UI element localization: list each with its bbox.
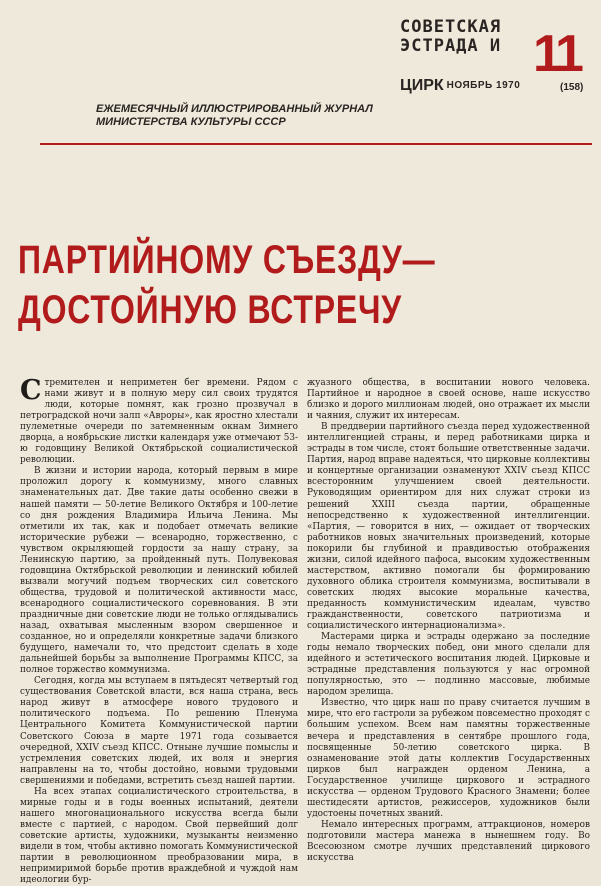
title-line-1: СОВЕТСКАЯ [400, 17, 502, 37]
article-paragraph: В преддверии партийного съезда перед художественной интеллигенцией страны, и перед работниками цирка и эстрады в том числе, стоят большие ответственные задачи. Партия, народ вправе надеяться, что цирковые коллективы и концертные организации ознаменуют XXIV съезд КПСС всесторонним улучшением своей деятельности. Руководящим ориентиром для них служат строки из решений XXIII съезда партии, обращенные непосредственно к художественной интеллигенции. «Партия, — говорится в них, — ожидает от творческих работников новых значительных произведений, которые покорили бы глубиной и правдивостью отображения жизни, силой идейного пафоса, высоким художественным мастерством, активно помогали бы формированию духовного облика строителя коммунизма, воспитывали в советских людях высокие моральные качества, преданность коммунистическим идеалам, чувство гражданственности, советского патриотизма и социалистического интернационализма». [307, 422, 590, 632]
article-column-left [20, 375, 298, 886]
title-line-2: ЭСТРАДА И [400, 36, 502, 56]
article-paragraph: Стремителен и неприметен бег времени. Рядом с нами живут и в полную меру сил своих трудятся люди, которые помнят, как грозно прозвучал в петроградской ночи залп «Авроры», как яростно хлестали пулеметные очереди по затемненным окнам Зимнего дворца, а ноябрьские листки календаря уже отмечают 53-ю годовщину Великой Октябрьской социалистической революции. [20, 375, 298, 466]
issue-serial: (158) [560, 82, 584, 93]
magazine-title [400, 18, 530, 56]
article-paragraph: В жизни и истории народа, который первым в мире проложил дорогу к коммунизму, много славных знаменательных дат. Две такие даты особенно свежи в нашей памяти — 50-летие Великого Октября и 100-летие со дня рождения Владимира Ильича Ленина. Мы отметили их так, как и подобает отмечать великие исторические рубежи — всенародно, торжественно, с чувством окрыляющей гордости за нашу страну, за Ленинскую партию, за пройденный путь. Полувековая годовщина Октябрьской революции и ленинский юбилей вызвали могучий подъем творческих сил советского общества, трудовой и политической активности масс, всенародного социалистического соревнования. В эти праздничные дни советские люди не только оглядывались назад, охватывая мысленным взором свершенное и созданное, но и определяли конкретные задачи близкого будущего, намечали то, что предстоит сделать в ходе дальнейшей борьбы за выполнение Программы КПСС, за полное торжество коммунизма. [20, 466, 298, 676]
magazine-subtitle [96, 103, 373, 129]
article-paragraph: Мастерами цирка и эстрады одержано за последние годы немало творческих побед, они много сделали для идейного и эстетического воспитания людей. Цирковые и эстрадные представления пользуются у нас огромной популярностью, это — подлинно массовые, любимые народом зрелища. [307, 632, 590, 698]
article-paragraph: На всех этапах социалистического строительства, в мирные годы и в годы военных испытаний, деятели нашего многонационального искусства всегда были вместе с партией, с народом. Свой первейший долг советские артисты, художники, музыканты неизменно видели в том, чтобы активно помогать Коммунистической партии в революционном преобразовании мира, в непримиримой борьбе против враждебной и чуждой нам идеологии бур- [20, 786, 298, 886]
article-headline [18, 235, 474, 335]
article-paragraph: Сегодня, когда мы вступаем в пятьдесят четвертый год существования Советской власти, вся наша страна, весь народ живут в атмосфере нового трудового и политического подъема. По решению Пленума Центрального Комитета Коммунистической партии Советского Союза в марте 1971 года созывается очередной, XXIV съезд КПСС. Отныне лучшие помыслы и устремления советских людей, их воля и энергия направлены на то, чтобы достойно, новыми трудовыми свершениями и победами, встретить съезд нашей партии. [20, 676, 298, 786]
article-paragraph: Немало интересных программ, аттракционов, номеров подготовили мастера манежа в нынешнем году. Во Всесоюзном смотре лучших представлений циркового искусства [307, 819, 590, 864]
article-column-right [307, 378, 590, 864]
article-paragraph: жуазного общества, в воспитании нового человека. Партийное и народное в своей основе, наше искусство близко и дорого миллионам людей, оно отражает их мысли и чаяния, служит их интересам. [307, 378, 590, 422]
title-line-3: ЦИРК [400, 77, 444, 94]
headline-line-2: ДОСТОЙНУЮ ВСТРЕЧУ [18, 288, 402, 332]
header-divider [40, 143, 592, 145]
title-date-line [400, 77, 520, 95]
headline-line-1: ПАРТИЙНОМУ СЪЕЗДУ— [18, 238, 436, 282]
article-paragraph: Известно, что цирк наш по праву считается лучшим в мире, что его гастроли за рубежом повсеместно проходят с большим успехом. Всем нам памятны торжественные вечера и представления в сентябре прошлого года, посвященные 50-летию советского цирка. В ознаменование этой даты коллектив Государственных цирков был награжден орденом Ленина, а Государственное училище циркового и эстрадного искусства — орденом Трудового Красного Знамени; более шестидесяти артистов, режиссеров, художников были удостоены почетных званий. [307, 698, 590, 819]
issue-date: НОЯБРЬ 1970 [446, 80, 521, 91]
issue-number: 11 [533, 25, 580, 83]
subtitle-line-2: МИНИСТЕРСТВА КУЛЬТУРЫ СССР [96, 116, 286, 128]
drop-cap: С [20, 375, 42, 406]
subtitle-line-1: ЕЖЕМЕСЯЧНЫЙ ИЛЛЮСТРИРОВАННЫЙ ЖУРНАЛ [96, 103, 373, 115]
